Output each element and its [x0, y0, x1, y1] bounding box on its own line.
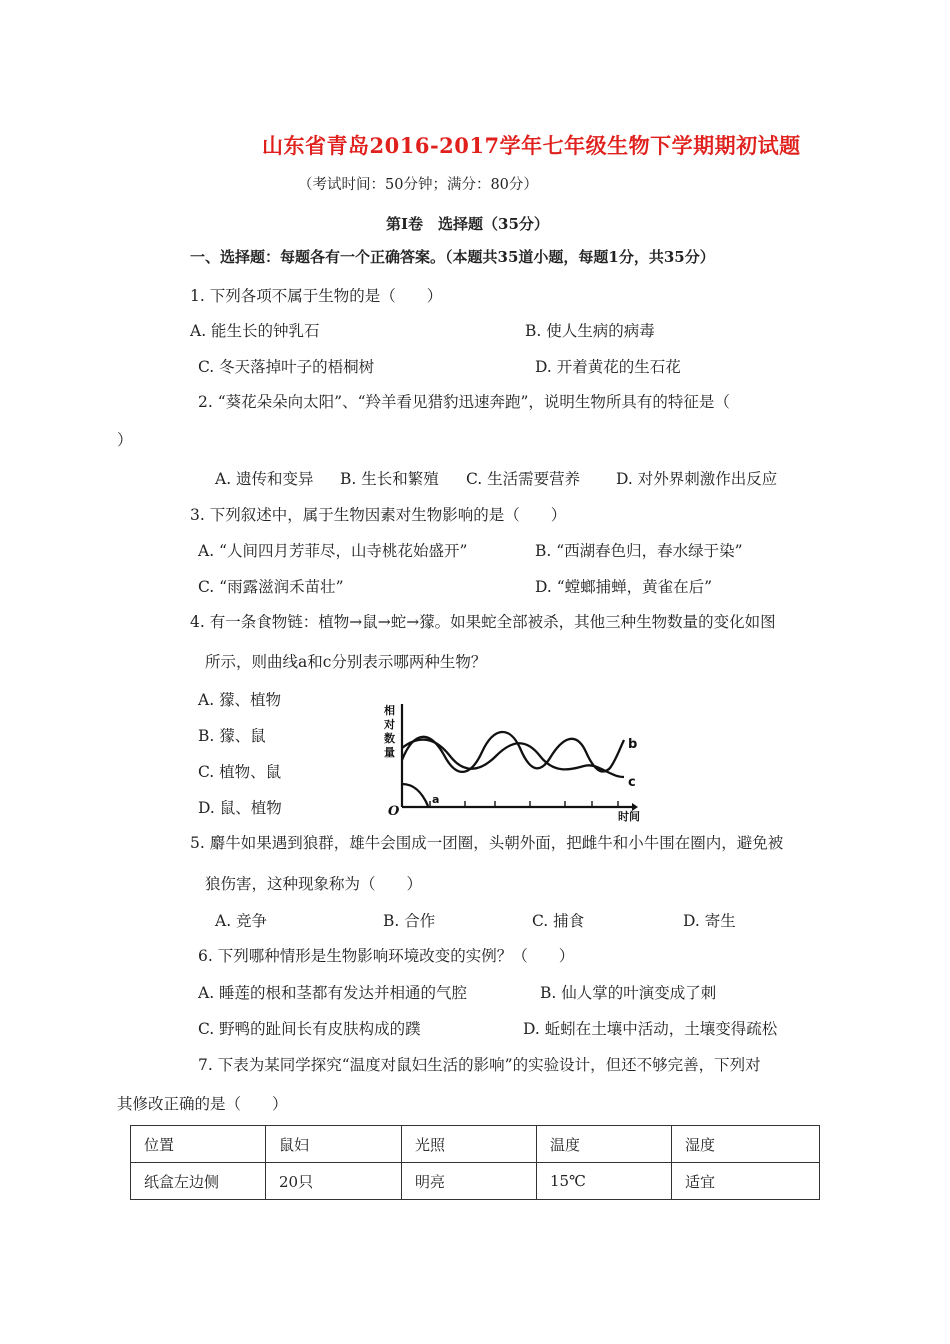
curve-c [402, 740, 624, 777]
question-3-option-b: B. “西湖春色归，春水绿于染” [535, 542, 743, 560]
experiment-table [130, 1125, 820, 1200]
table-header-row [131, 1126, 820, 1163]
table-header-cell: 位置 [131, 1126, 266, 1163]
table-cell: 15℃ [537, 1163, 672, 1200]
question-5-option-b: B. 合作 [383, 912, 436, 930]
section-heading: 第Ⅰ卷 选择题（35分） [386, 215, 549, 233]
question-2-stem-cont: ） [117, 431, 133, 449]
table-row [131, 1163, 820, 1200]
table-cell: 20只 [266, 1163, 402, 1200]
question-2-option-b: B. 生长和繁殖 [340, 470, 439, 488]
question-1-option-b: B. 使人生病的病毒 [525, 322, 655, 340]
question-3-option-d: D. “螳螂捕蝉，黄雀在后” [535, 578, 713, 596]
curve-label-b: b [628, 737, 638, 752]
question-6-stem: 6. 下列哪种情形是生物影响环境改变的实例？（ ） [198, 947, 575, 965]
population-curve-figure [380, 700, 650, 822]
question-3-stem: 3. 下列叙述中，属于生物因素对生物影响的是（ ） [190, 506, 567, 524]
question-4-option-d: D. 鼠、植物 [198, 799, 282, 817]
question-5-stem: 5. 麝牛如果遇到狼群，雄牛会围成一团圈，头朝外面，把雌牛和小牛围在圈内，避免被 [190, 834, 784, 852]
y-axis-label-2: 对 [384, 718, 395, 731]
exam-info: （考试时间：50分钟；满分：80分） [298, 177, 538, 193]
curve-label-c: c [628, 775, 636, 790]
curve-a [402, 784, 428, 806]
y-axis-label-3: 数 [384, 732, 395, 745]
question-6-option-d: D. 蚯蚓在土壤中活动，土壤变得疏松 [523, 1020, 778, 1038]
question-2-stem: 2. “葵花朵朵向太阳”、“羚羊看见猎豹迅速奔跑”，说明生物所具有的特征是（ [198, 393, 730, 411]
question-3-option-a: A. “人间四月芳菲尽，山寺桃花始盛开” [198, 542, 468, 560]
question-5-option-a: A. 竞争 [215, 912, 268, 930]
question-6-option-a: A. 睡莲的根和茎都有发达并相通的气腔 [198, 984, 468, 1002]
question-1-stem: 1. 下列各项不属于生物的是（ ） [190, 287, 443, 305]
question-7-stem: 7. 下表为某同学探究“温度对鼠妇生活的影响”的实验设计，但还不够完善，下列对 [198, 1056, 761, 1074]
curve-label-a: a [432, 793, 440, 806]
question-2-option-d: D. 对外界刺激作出反应 [616, 470, 778, 488]
question-1-option-c: C. 冬天落掉叶子的梧桐树 [198, 358, 375, 376]
question-5-option-c: C. 捕食 [532, 912, 585, 930]
paper-title: 山东省青岛2016-2017学年七年级生物下学期期初试题 [262, 133, 801, 158]
question-1-option-d: D. 开着黄花的生石花 [535, 358, 681, 376]
table-cell: 纸盒左边侧 [131, 1163, 266, 1200]
table-header-cell: 光照 [402, 1126, 537, 1163]
question-2-option-c: C. 生活需要营养 [466, 470, 581, 488]
y-axis-label-4: 量 [384, 746, 395, 759]
question-7-stem-cont: 其修改正确的是（ ） [117, 1095, 288, 1113]
question-4-stem: 4. 有一条食物链：植物→鼠→蛇→獴。如果蛇全部被杀，其他三种生物数量的变化如图 [190, 613, 776, 631]
question-5-stem-cont: 狼伤害，这种现象称为（ ） [205, 875, 423, 893]
section-instruction: 一、选择题：每题各有一个正确答案。（本题共35道小题，每题1分，共35分） [190, 248, 715, 266]
question-1-option-a: A. 能生长的钟乳石 [190, 322, 320, 340]
table-cell: 明亮 [402, 1163, 537, 1200]
question-6-option-c: C. 野鸭的趾间长有皮肤构成的蹼 [198, 1020, 421, 1038]
question-4-option-a: A. 獴、植物 [198, 691, 282, 709]
table-header-cell: 鼠妇 [266, 1126, 402, 1163]
question-6-option-b: B. 仙人掌的叶演变成了刺 [540, 984, 717, 1002]
table-header-cell: 湿度 [672, 1126, 820, 1163]
table-cell: 适宜 [672, 1163, 820, 1200]
x-axis-label: 时间 [618, 810, 640, 822]
question-4-option-b: B. 獴、鼠 [198, 727, 266, 745]
table-header-cell: 温度 [537, 1126, 672, 1163]
origin-label: O [388, 804, 400, 819]
question-5-option-d: D. 寄生 [683, 912, 736, 930]
question-3-option-c: C. “雨露滋润禾苗壮” [198, 578, 344, 596]
question-4-option-c: C. 植物、鼠 [198, 763, 282, 781]
question-4-stem-cont: 所示，则曲线a和c分别表示哪两种生物？ [205, 653, 487, 671]
y-axis-label-1: 相 [384, 704, 395, 717]
question-2-option-a: A. 遗传和变异 [215, 470, 314, 488]
